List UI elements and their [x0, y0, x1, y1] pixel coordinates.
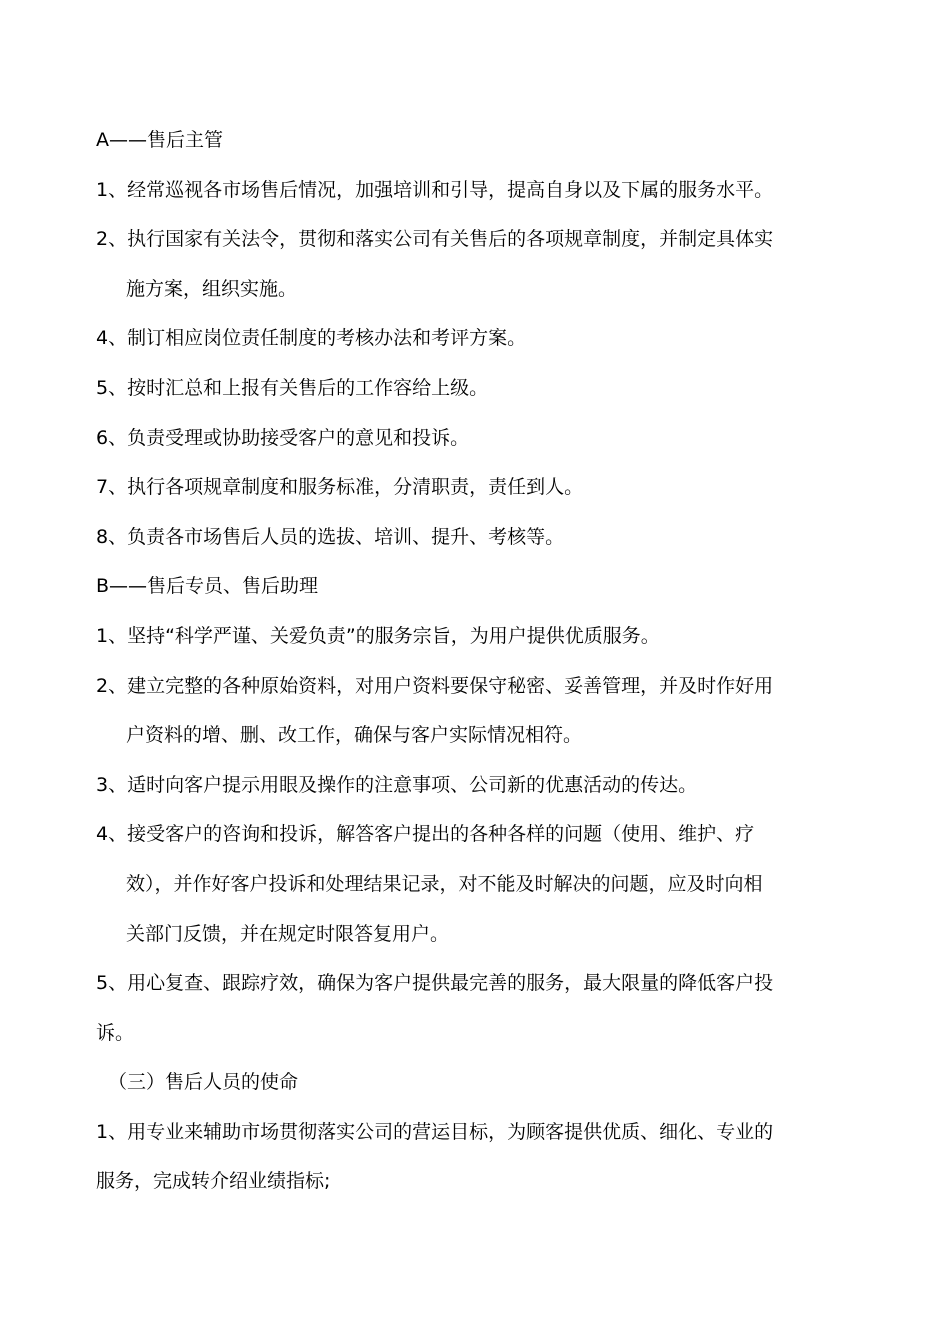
section-b-item-2: 2、建立完整的各种原始资料，对用户资料要保守秘密、妥善管理，并及时作好用 — [96, 674, 774, 697]
section-b-item-3: 3、适时向客户提示用眼及操作的注意事项、公司新的优惠活动的传达。 — [96, 773, 698, 796]
section-b-heading: B——售后专员、售后助理 — [96, 575, 319, 598]
section-b-item-1: 1、坚持“科学严谨、关爱负责”的服务宗旨，为用户提供优质服务。 — [96, 624, 660, 647]
section-b-item-2-continued: 户资料的增、删、改工作，确保与客户实际情况相符。 — [126, 724, 583, 747]
section-b-item-4-continued-2: 关部门反馈，并在规定时限答复用户。 — [126, 922, 450, 945]
section-a-item-1: 1、经常巡视各市场售后情况，加强培训和引导，提高自身以及下属的服务水平。 — [96, 178, 774, 201]
section-b-item-4-continued-1: 效），并作好客户投诉和处理结果记录，对不能及时解决的问题，应及时向相 — [126, 872, 763, 895]
section-a-item-2-continued: 施方案，组织实施。 — [126, 277, 298, 300]
section-a-item-5: 5、按时汇总和上报有关售后的工作容给上级。 — [96, 376, 489, 399]
section-a-item-2: 2、执行国家有关法令，贯彻和落实公司有关售后的各项规章制度，并制定具体实 — [96, 228, 774, 251]
document-page — [96, 116, 856, 1207]
section-a-heading: A——售后主管 — [96, 129, 223, 151]
section-c-item-1-continued: 服务，完成转介绍业绩指标; — [96, 1170, 331, 1193]
section-b-item-5: 5、用心复查、跟踪疗效，确保为客户提供最完善的服务，最大限量的降低客户投 — [96, 972, 774, 995]
section-b-item-5-continued: 诉。 — [96, 1021, 135, 1044]
section-a-item-8: 8、负责各市场售后人员的选拔、培训、提升、考核等。 — [96, 525, 565, 548]
section-a-item-6: 6、负责受理或协助接受客户的意见和投诉。 — [96, 426, 470, 449]
section-c-heading: （三）售后人员的使命 — [108, 1071, 299, 1094]
section-a-item-4: 4、制订相应岗位责任制度的考核办法和考评方案。 — [96, 327, 527, 350]
section-b-item-4: 4、接受客户的咨询和投诉，解答客户提出的各种各样的问题（使用、维护、疗 — [96, 823, 755, 846]
section-a-item-7: 7、执行各项规章制度和服务标准，分清职责，责任到人。 — [96, 476, 584, 499]
section-c-item-1: 1、用专业来辅助市场贯彻落实公司的营运目标，为顾客提供优质、细化、专业的 — [96, 1120, 774, 1143]
